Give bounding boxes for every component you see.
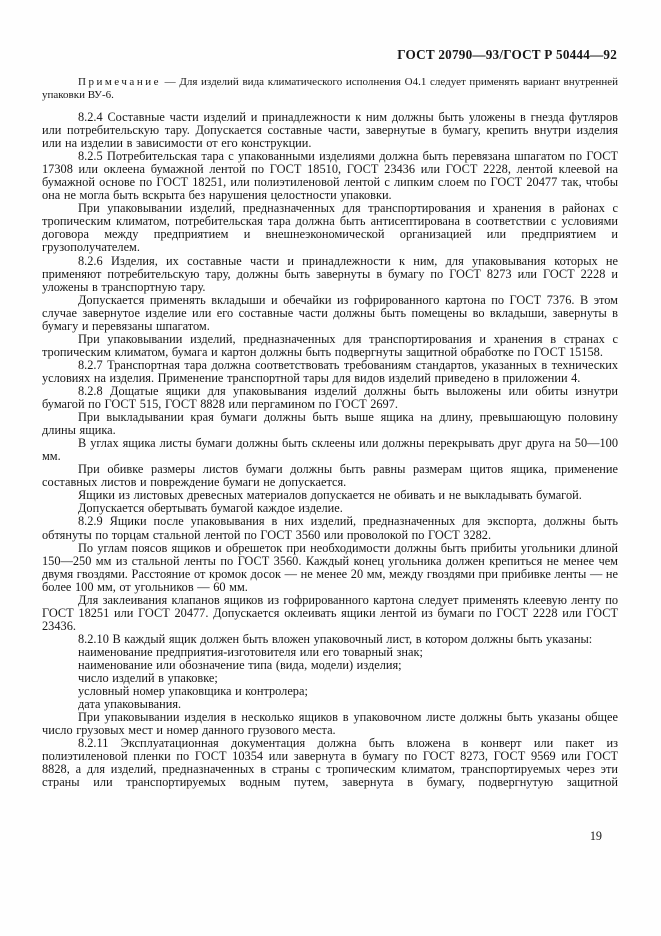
list-item-quantity: число изделий в упаковке; (78, 671, 218, 686)
note-label: Примечание (78, 76, 161, 88)
para-sheet-wood-boxes: Ящики из листовых древесных материалов допускается не обивать и не выкладывать бумагой. (78, 488, 582, 503)
list-item-packing-date: дата упаковывания. (78, 697, 182, 712)
document-body (42, 111, 618, 789)
clause-8-2-4: 8.2.4 Составные части изделий и принадлежности к ним должны быть уложены в гнезда футляров или потребительскую тару. Допускается составные части, завернутые в бумагу, крепить внутри изделия или на изделии в зависимости от его конструкции. (42, 110, 618, 151)
para-upholstery-sheet-sizes: При обивке размеры листов бумаги должны быть равны размерам щитов ящика, применение составных листов и повреждение бумаги не допускается. (42, 462, 618, 490)
clause-8-2-10: 8.2.10 В каждый ящик должен быть вложен упаковочный лист, в котором должны быть указаны: (78, 631, 593, 646)
list-item-manufacturer-name: наименование предприятия-изготовителя или его товарный знак; (78, 644, 423, 659)
note-text: — Для изделий вида климатического исполнения О4.1 следует применять вариант внутренней упаковки ВУ-6. (42, 76, 618, 102)
clause-8-2-7: 8.2.7 Транспортная тара должна соответствовать требованиям стандартов, указанных в технических условиях на изделия. Применение транспортной тары для видов изделий приведено в приложении 4. (42, 357, 618, 385)
para-wrap-each-item: Допускается обертывать бумагой каждое изделие. (78, 501, 343, 516)
para-tropical-consumer-packaging: При упаковывании изделий, предназначенных для транспортирования и хранения в районах с тропическим климатом, потребительская тара должна быть антисептирована в соответствии с условиями договора между предприятием и внешнеэкономической организацией или предприятием и грузополучателем. (42, 201, 618, 255)
note-paragraph (42, 76, 618, 102)
para-tropical-paper-protection: При упаковывании изделий, предназначенных для транспортирования и хранения в странах с тропическим климатом, бумага и картон должны быть подвергнуты защитной обработке по ГОСТ 15158. (42, 331, 618, 359)
clause-8-2-5: 8.2.5 Потребительская тара с упакованными изделиями должна быть перевязана шпагатом по ГОСТ 17308 или оклеена бумажной лентой по ГОСТ 18510, ГОСТ 23436 или ГОСТ 2228, лентой клеевой на бумажной основе по ГОСТ 18251, или полиэтиленовой лентой с липким слоем по ГОСТ 20477 так, чтобы она не могла быть вскрыта без нарушения целостности упаковки. (42, 149, 618, 203)
para-corrugated-inserts: Допускается применять вкладыши и обечайки из гофрированного картона по ГОСТ 7376. В этом случае завернутое изделие или его составные части должны быть помещены во вкладыши, завернуты в бумагу и перевязаны шпагатом. (42, 292, 618, 333)
para-paper-edges: При выкладывании края бумаги должны быть выше ящика на длину, превышающую половину длины ящика. (42, 410, 618, 438)
para-multiple-boxes: При упаковывании изделия в несколько ящиков в упаковочном листе должны быть указаны общее число грузовых мест и номер данного грузового места. (42, 710, 618, 738)
clause-8-2-9: 8.2.9 Ящики после упаковывания в них изделий, предназначенных для экспорта, должны быть обтянуты по торцам стальной лентой по ГОСТ 3560 или проволокой по ГОСТ 3282. (42, 514, 618, 542)
running-header: ГОСТ 20790—93/ГОСТ Р 50444—92 (397, 47, 617, 62)
clause-8-2-6: 8.2.6 Изделия, их составные части и принадлежности к ним, для упаковывания которых не применяют потребительскую тару, должны быть завернуты в бумагу по ГОСТ 8273 или ГОСТ 2228 и уложены в транспортную тару. (42, 253, 618, 294)
para-corner-angles-nails: По углам поясов ящиков и обрешеток при необходимости должны быть прибиты угольники длиной 150—250 мм из стальной ленты по ГОСТ 3560. Каждый конец угольника должен крепиться не менее чем двумя гвоздями. Расстояние от кромок досок — не менее 20 мм, между гвоздями при прибивке ленты — не более 100 мм, от угольников — 60 мм. (42, 540, 618, 594)
para-flap-sealing-tape: Для заклеивания клапанов ящиков из гофрированного картона следует применять клеевую ленту по ГОСТ 18251 или ГОСТ 20477. Допускается оклеивать ящики лентой из бумаги по ГОСТ 2228 или ГОСТ 23436. (42, 592, 618, 633)
list-item-packer-number: условный номер упаковщика и контролера; (78, 684, 308, 699)
list-item-type-designation: наименование или обозначение типа (вида, модели) изделия; (78, 657, 402, 672)
para-box-corner-sheets: В углах ящика листы бумаги должны быть склеены или должны перекрывать друг друга на 50—100 мм. (42, 436, 618, 464)
clause-8-2-8: 8.2.8 Дощатые ящики для упаковывания изделий должны быть выложены или обиты изнутри бумагой по ГОСТ 515, ГОСТ 8828 или пергамином по ГОСТ 2697. (42, 383, 618, 412)
page-number: 19 (589, 829, 602, 843)
clause-8-2-11: 8.2.11 Эксплуатационная документация должна быть вложена в конверт или пакет из полиэтиленовой пленки по ГОСТ 10354 или завернута в бумагу по ГОСТ 8273, ГОСТ 9569 или ГОСТ 8828, а для изделий, предназначенных в страны с тропическим климатом, транспортируемых через эти страны или транспортируемых водным путем, завернута в бумагу, подвергнутую защитной (42, 736, 618, 790)
